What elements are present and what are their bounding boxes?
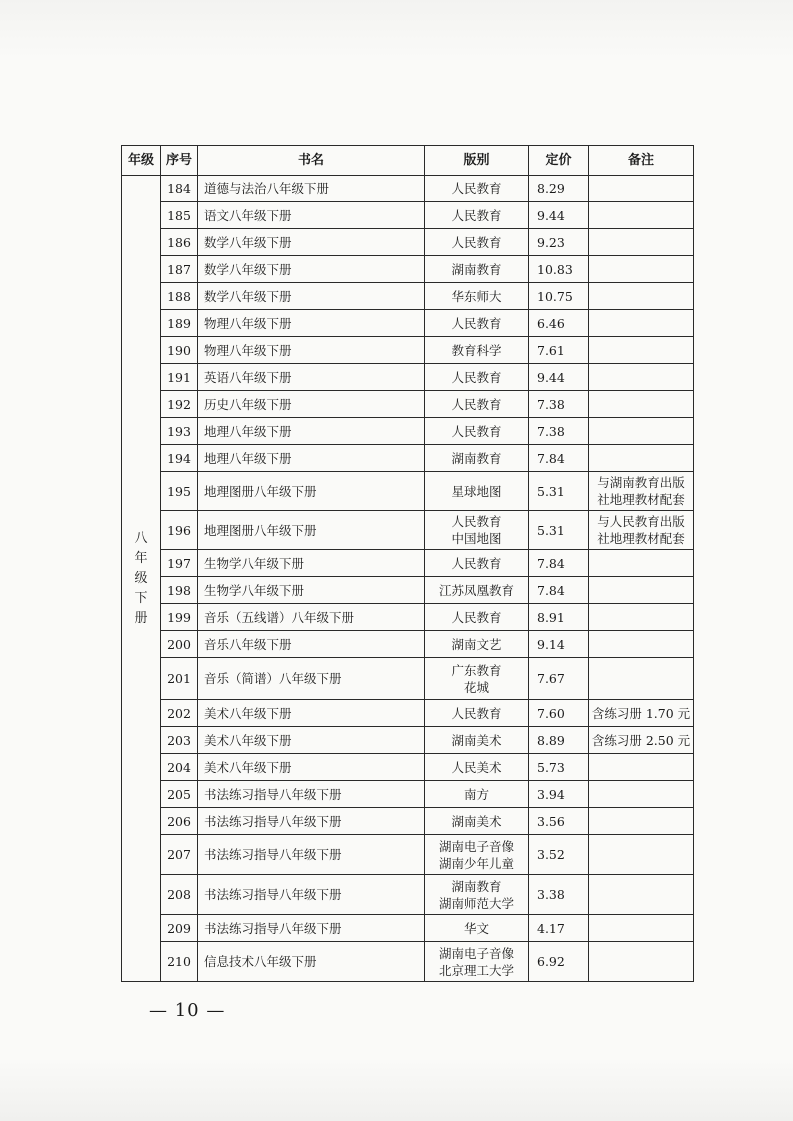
seq-cell: 196 xyxy=(161,511,198,550)
note-cell xyxy=(589,337,694,364)
price-cell: 5.73 xyxy=(529,754,589,781)
edition-cell xyxy=(425,229,529,256)
edition-line: 湖南教育 xyxy=(451,261,502,277)
edition-cell xyxy=(425,915,529,942)
title-cell: 书法练习指导八年级下册 xyxy=(198,875,425,915)
edition-cell xyxy=(425,283,529,310)
note-cell xyxy=(589,835,694,875)
edition-cell xyxy=(425,727,529,754)
seq-cell: 195 xyxy=(161,472,198,511)
title-cell: 英语八年级下册 xyxy=(198,364,425,391)
edition-cell xyxy=(425,337,529,364)
edition-cell xyxy=(425,364,529,391)
seq-cell: 208 xyxy=(161,875,198,915)
seq-cell: 199 xyxy=(161,604,198,631)
edition-line: 人民教育 xyxy=(451,207,502,223)
price-cell: 7.84 xyxy=(529,577,589,604)
seq-cell: 186 xyxy=(161,229,198,256)
table-row xyxy=(122,418,694,445)
edition-line: 湖南文艺 xyxy=(451,636,502,652)
price-cell: 7.84 xyxy=(529,445,589,472)
price-cell: 9.44 xyxy=(529,364,589,391)
seq-cell: 201 xyxy=(161,658,198,700)
price-cell: 4.17 xyxy=(529,915,589,942)
edition-cell xyxy=(425,781,529,808)
table-row xyxy=(122,391,694,418)
table-row xyxy=(122,754,694,781)
price-cell: 6.92 xyxy=(529,942,589,982)
table-row xyxy=(122,310,694,337)
seq-cell: 197 xyxy=(161,550,198,577)
header-title: 书名 xyxy=(198,146,425,176)
price-cell: 7.84 xyxy=(529,550,589,577)
title-cell: 书法练习指导八年级下册 xyxy=(198,915,425,942)
table-row xyxy=(122,472,694,511)
edition-line: 教育科学 xyxy=(451,342,502,358)
note-cell xyxy=(589,577,694,604)
seq-cell: 190 xyxy=(161,337,198,364)
title-cell: 书法练习指导八年级下册 xyxy=(198,781,425,808)
header-grade: 年级 xyxy=(122,146,161,176)
note-cell xyxy=(589,631,694,658)
edition-cell xyxy=(425,310,529,337)
price-cell: 3.94 xyxy=(529,781,589,808)
price-cell: 5.31 xyxy=(529,472,589,511)
price-cell: 10.83 xyxy=(529,256,589,283)
note-cell xyxy=(589,310,694,337)
edition-line: 湖南电子音像 xyxy=(438,945,514,961)
table-row xyxy=(122,700,694,727)
table-row xyxy=(122,604,694,631)
edition-line: 华东师大 xyxy=(451,288,502,304)
grade-cell xyxy=(122,176,161,982)
title-cell: 美术八年级下册 xyxy=(198,700,425,727)
title-cell: 书法练习指导八年级下册 xyxy=(198,835,425,875)
table-row xyxy=(122,229,694,256)
edition-cell xyxy=(425,202,529,229)
edition-line: 北京理工大学 xyxy=(438,962,514,978)
price-cell: 7.61 xyxy=(529,337,589,364)
edition-cell xyxy=(425,808,529,835)
page-number: — 10 — xyxy=(149,1000,226,1021)
edition-line: 湖南少年儿童 xyxy=(438,855,514,871)
table-body xyxy=(122,176,694,982)
title-cell: 地理八年级下册 xyxy=(198,418,425,445)
title-cell: 美术八年级下册 xyxy=(198,727,425,754)
table-row xyxy=(122,577,694,604)
seq-cell: 192 xyxy=(161,391,198,418)
price-cell: 7.60 xyxy=(529,700,589,727)
header-note: 备注 xyxy=(589,146,694,176)
note-cell xyxy=(589,472,694,511)
edition-line: 人民美术 xyxy=(451,759,502,775)
edition-cell xyxy=(425,577,529,604)
edition-cell xyxy=(425,445,529,472)
title-cell: 地理图册八年级下册 xyxy=(198,472,425,511)
title-cell: 生物学八年级下册 xyxy=(198,550,425,577)
price-cell: 10.75 xyxy=(529,283,589,310)
seq-cell: 210 xyxy=(161,942,198,982)
title-cell: 物理八年级下册 xyxy=(198,310,425,337)
title-cell: 物理八年级下册 xyxy=(198,337,425,364)
note-cell xyxy=(589,550,694,577)
note-cell xyxy=(589,658,694,700)
table-row xyxy=(122,915,694,942)
note-cell xyxy=(589,727,694,754)
note-cell xyxy=(589,202,694,229)
grade-label: 八年级下册 xyxy=(134,530,148,626)
price-cell: 9.23 xyxy=(529,229,589,256)
table-row xyxy=(122,176,694,202)
edition-cell xyxy=(425,391,529,418)
edition-line: 人民教育 xyxy=(451,514,502,529)
table-row xyxy=(122,942,694,982)
note-cell xyxy=(589,700,694,727)
header-price: 定价 xyxy=(529,146,589,176)
note-line: 与湖南教育出版 xyxy=(597,475,685,490)
textbook-price-table xyxy=(121,145,694,982)
price-cell: 3.52 xyxy=(529,835,589,875)
edition-cell xyxy=(425,942,529,982)
note-cell xyxy=(589,229,694,256)
edition-line: 中国地图 xyxy=(451,531,502,546)
title-cell: 地理八年级下册 xyxy=(198,445,425,472)
price-cell: 8.29 xyxy=(529,176,589,202)
seq-cell: 205 xyxy=(161,781,198,808)
title-cell: 生物学八年级下册 xyxy=(198,577,425,604)
note-cell xyxy=(589,445,694,472)
edition-line: 华文 xyxy=(463,920,489,936)
edition-line: 人民教育 xyxy=(451,423,502,439)
edition-cell xyxy=(425,604,529,631)
note-cell xyxy=(589,808,694,835)
note-cell xyxy=(589,418,694,445)
note-line: 社地理教材配套 xyxy=(597,531,685,546)
note-cell xyxy=(589,283,694,310)
note-cell xyxy=(589,754,694,781)
note-cell xyxy=(589,942,694,982)
table-row xyxy=(122,835,694,875)
price-cell: 3.38 xyxy=(529,875,589,915)
title-cell: 信息技术八年级下册 xyxy=(198,942,425,982)
seq-cell: 184 xyxy=(161,176,198,202)
price-cell: 8.91 xyxy=(529,604,589,631)
title-cell: 语文八年级下册 xyxy=(198,202,425,229)
title-cell: 历史八年级下册 xyxy=(198,391,425,418)
seq-cell: 203 xyxy=(161,727,198,754)
note-cell xyxy=(589,176,694,202)
edition-line: 人民教育 xyxy=(451,609,502,625)
edition-line: 江苏凤凰教育 xyxy=(438,582,514,598)
title-cell: 数学八年级下册 xyxy=(198,229,425,256)
edition-cell xyxy=(425,418,529,445)
note-line: 与人民教育出版 xyxy=(597,514,685,529)
seq-cell: 191 xyxy=(161,364,198,391)
table-row xyxy=(122,202,694,229)
edition-line: 湖南美术 xyxy=(451,813,502,829)
edition-cell xyxy=(425,658,529,700)
title-cell: 道德与法治八年级下册 xyxy=(198,176,425,202)
table-row xyxy=(122,875,694,915)
seq-cell: 187 xyxy=(161,256,198,283)
note-cell xyxy=(589,256,694,283)
edition-cell xyxy=(425,835,529,875)
table-row xyxy=(122,727,694,754)
table-row xyxy=(122,337,694,364)
edition-line: 湖南电子音像 xyxy=(438,838,514,854)
edition-line: 人民教育 xyxy=(451,396,502,412)
table-row xyxy=(122,631,694,658)
edition-line: 星球地图 xyxy=(451,483,502,499)
edition-line: 湖南教育 xyxy=(451,878,502,894)
seq-cell: 209 xyxy=(161,915,198,942)
seq-cell: 194 xyxy=(161,445,198,472)
edition-line: 人民教育 xyxy=(451,369,502,385)
edition-line: 人民教育 xyxy=(451,315,502,331)
edition-cell xyxy=(425,875,529,915)
title-cell: 数学八年级下册 xyxy=(198,283,425,310)
note-cell xyxy=(589,604,694,631)
table-row xyxy=(122,256,694,283)
seq-cell: 193 xyxy=(161,418,198,445)
seq-cell: 185 xyxy=(161,202,198,229)
seq-cell: 200 xyxy=(161,631,198,658)
price-cell: 8.89 xyxy=(529,727,589,754)
edition-line: 湖南师范大学 xyxy=(438,895,514,911)
note-line: 含练习册 2.50 元 xyxy=(591,732,691,748)
table-row xyxy=(122,283,694,310)
header-edition: 版别 xyxy=(425,146,529,176)
price-cell: 3.56 xyxy=(529,808,589,835)
note-cell xyxy=(589,364,694,391)
price-cell: 9.44 xyxy=(529,202,589,229)
title-cell: 音乐（简谱）八年级下册 xyxy=(198,658,425,700)
price-cell: 6.46 xyxy=(529,310,589,337)
price-cell: 9.14 xyxy=(529,631,589,658)
edition-cell xyxy=(425,631,529,658)
edition-line: 人民教育 xyxy=(451,705,502,721)
edition-line: 南方 xyxy=(463,786,489,802)
note-cell xyxy=(589,391,694,418)
edition-cell xyxy=(425,550,529,577)
table-row xyxy=(122,550,694,577)
price-cell: 5.31 xyxy=(529,511,589,550)
seq-cell: 188 xyxy=(161,283,198,310)
edition-cell xyxy=(425,256,529,283)
table-row xyxy=(122,808,694,835)
note-cell xyxy=(589,511,694,550)
title-cell: 美术八年级下册 xyxy=(198,754,425,781)
price-cell: 7.67 xyxy=(529,658,589,700)
note-line: 含练习册 1.70 元 xyxy=(591,705,691,721)
edition-line: 花城 xyxy=(463,679,489,695)
seq-cell: 202 xyxy=(161,700,198,727)
edition-cell xyxy=(425,176,529,202)
table-row xyxy=(122,364,694,391)
price-cell: 7.38 xyxy=(529,418,589,445)
title-cell: 地理图册八年级下册 xyxy=(198,511,425,550)
edition-line: 湖南教育 xyxy=(451,450,502,466)
table-row xyxy=(122,781,694,808)
note-cell xyxy=(589,915,694,942)
edition-line: 人民教育 xyxy=(451,555,502,571)
edition-cell xyxy=(425,754,529,781)
header-seq: 序号 xyxy=(161,146,198,176)
title-cell: 音乐八年级下册 xyxy=(198,631,425,658)
seq-cell: 204 xyxy=(161,754,198,781)
seq-cell: 198 xyxy=(161,577,198,604)
table-row xyxy=(122,658,694,700)
edition-line: 人民教育 xyxy=(451,234,502,250)
edition-cell xyxy=(425,472,529,511)
title-cell: 数学八年级下册 xyxy=(198,256,425,283)
edition-line: 湖南美术 xyxy=(451,732,502,748)
title-cell: 书法练习指导八年级下册 xyxy=(198,808,425,835)
seq-cell: 206 xyxy=(161,808,198,835)
edition-line: 广东教育 xyxy=(451,662,502,678)
price-cell: 7.38 xyxy=(529,391,589,418)
edition-cell xyxy=(425,700,529,727)
note-cell xyxy=(589,781,694,808)
seq-cell: 207 xyxy=(161,835,198,875)
table-header-row xyxy=(122,146,694,176)
table-row xyxy=(122,445,694,472)
note-cell xyxy=(589,875,694,915)
title-cell: 音乐（五线谱）八年级下册 xyxy=(198,604,425,631)
edition-line: 人民教育 xyxy=(451,181,502,196)
table-row xyxy=(122,511,694,550)
seq-cell: 189 xyxy=(161,310,198,337)
note-line: 社地理教材配套 xyxy=(597,492,685,507)
edition-cell xyxy=(425,511,529,550)
